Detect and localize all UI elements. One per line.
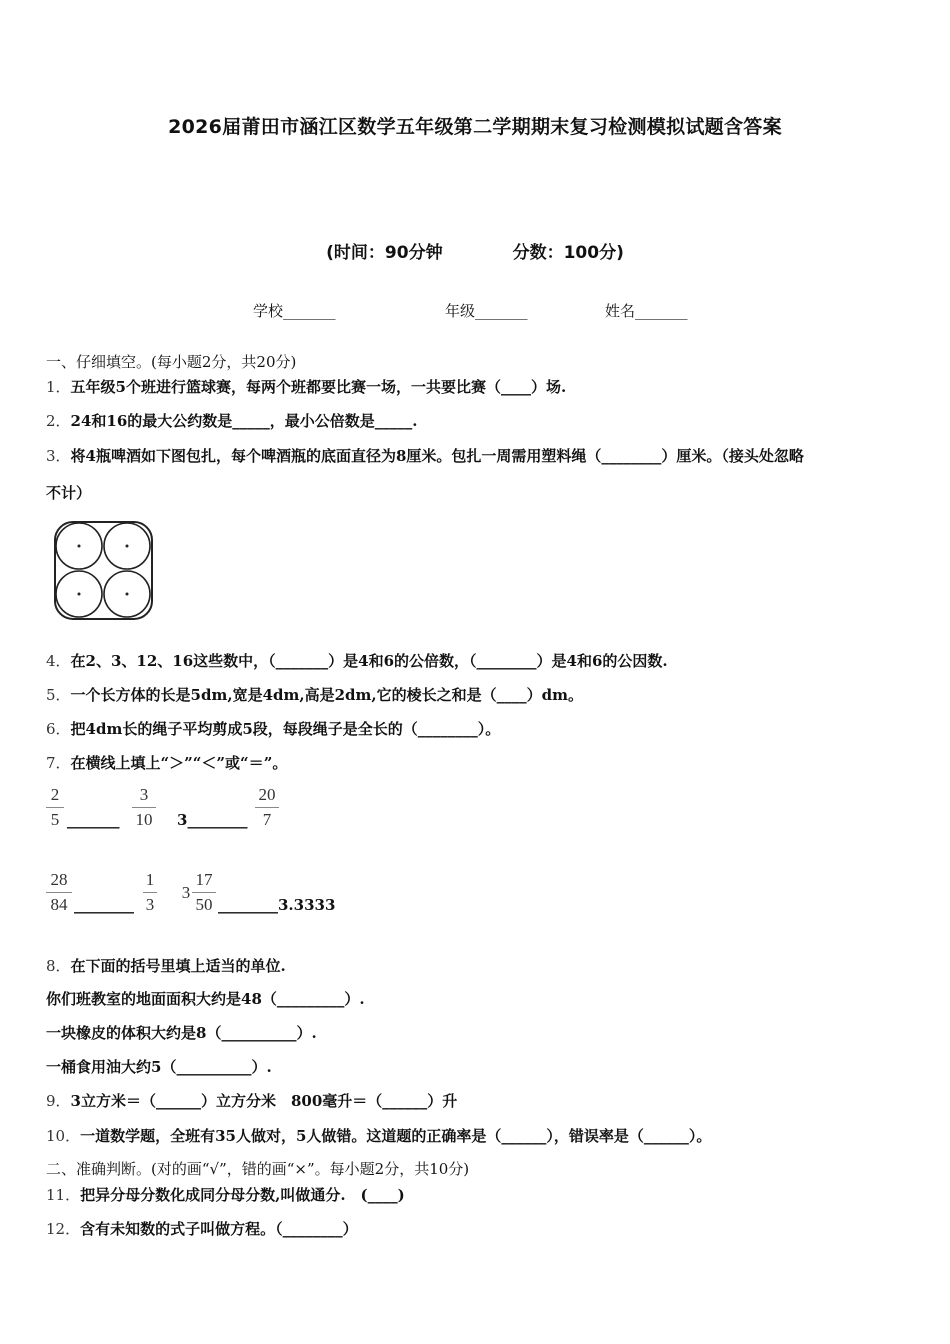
name-field[interactable]: 姓名_______ — [605, 302, 688, 320]
question-11 — [46, 1184, 405, 1205]
exam-score: 分数：100分) — [512, 243, 624, 263]
question-number: 11． — [46, 1186, 81, 1204]
question-9 — [46, 1090, 457, 1111]
question-number: 3． — [46, 447, 71, 465]
exam-info — [0, 238, 950, 263]
question-number: 5． — [46, 686, 71, 704]
numerator: 28 — [50, 870, 68, 889]
question-7 — [46, 752, 287, 773]
section-2-heading: 二、准确判断。(对的画“√”，错的画“×”。每小题2分，共10分) — [46, 1160, 470, 1178]
question-number: 4． — [46, 652, 71, 670]
section-1-heading: 一、仔细填空。(每小题2分，共20分) — [46, 353, 297, 371]
question-number: 1． — [46, 378, 71, 396]
numerator: 20 — [258, 785, 276, 804]
center-dot — [126, 593, 129, 596]
fraction-17-50 — [192, 870, 216, 915]
grade-field[interactable]: 年级_______ — [445, 302, 528, 320]
compare-left-value — [177, 811, 247, 829]
question-text: 在下面的括号里填上适当的单位. — [70, 957, 286, 975]
whole-number-3: 3 — [177, 811, 188, 829]
question-text: 把异分母分数化成同分母分数,叫做通分. (____) — [80, 1186, 405, 1204]
center-dot — [78, 545, 81, 548]
numerator: 1 — [145, 870, 155, 889]
fraction-20-7 — [255, 785, 279, 830]
question-text: 在横线上填上“＞”“＜”或“＝”。 — [70, 754, 288, 772]
whole-number: 3 — [181, 883, 191, 902]
decimal-value: 3.3333 — [278, 896, 336, 914]
rope-outline — [55, 522, 152, 619]
bottle-bundle-diagram — [52, 518, 156, 628]
compare-blank[interactable]: ________ — [187, 811, 248, 829]
numerator: 2 — [50, 785, 60, 804]
center-dot — [126, 545, 129, 548]
question-10 — [46, 1125, 711, 1146]
exam-time: (时间：90分钟 — [326, 243, 443, 263]
question-text: 把4dm长的绳子平均剪成5段，每段绳子是全长的（________）。 — [70, 720, 501, 738]
question-text: 五年级5个班进行篮球赛，每两个班都要比赛一场，一共要比赛（____）场. — [70, 378, 567, 396]
question-4 — [46, 650, 668, 671]
question-6 — [46, 718, 500, 739]
question-number: 2． — [46, 412, 71, 430]
compare-blank[interactable]: ________ — [218, 896, 278, 914]
question-number: 7． — [46, 754, 71, 772]
fraction-2-5 — [46, 785, 64, 830]
mixed-whole-3 — [180, 883, 192, 903]
question-12 — [46, 1218, 358, 1239]
denominator: 5 — [50, 810, 60, 829]
compare-blank[interactable]: ________ — [74, 896, 134, 914]
question-8-line-2: 一块橡皮的体积大约是8（__________）. — [46, 1024, 317, 1042]
denominator: 50 — [195, 895, 213, 914]
question-text: 24和16的最大公约数是_____，最小公倍数是_____. — [70, 412, 418, 430]
question-8-line-3: 一桶食用油大约5（__________）. — [46, 1058, 272, 1076]
denominator: 10 — [135, 810, 153, 829]
numerator: 17 — [195, 870, 213, 889]
question-text: 3立方米＝（______）立方分米 800毫升＝（______）升 — [70, 1092, 458, 1110]
question-text: 一道数学题，全班有35人做对，5人做错。这道题的正确率是（______），错误率是（______）。 — [80, 1127, 712, 1145]
student-info-fields — [253, 300, 688, 321]
question-3-continued: 不计） — [46, 484, 92, 502]
compare-blank[interactable]: _______ — [67, 811, 120, 829]
question-text: 一个长方体的长是5dm,宽是4dm,高是2dm,它的棱长之和是（____）dm。 — [70, 686, 583, 704]
denominator: 3 — [145, 895, 155, 914]
question-3 — [46, 445, 804, 466]
question-number: 9． — [46, 1092, 71, 1110]
denominator: 84 — [50, 895, 68, 914]
compare-right-value — [218, 896, 335, 914]
question-number: 10． — [46, 1127, 81, 1145]
document-title: 2026届莆田市涵江区数学五年级第二学期期末复习检测模拟试题含答案 — [168, 116, 782, 138]
question-1 — [46, 376, 566, 397]
denominator: 7 — [262, 810, 272, 829]
school-field[interactable]: 学校_______ — [253, 302, 336, 320]
question-8-line-1: 你们班教室的地面面积大约是48（_________）. — [46, 990, 365, 1008]
question-5 — [46, 684, 583, 705]
question-text: 在2、3、12、16这些数中，（_______）是4和6的公倍数，（________）是4和6的公因数. — [70, 652, 668, 670]
question-number: 6． — [46, 720, 71, 738]
question-text: 将4瓶啤酒如下图包扎，每个啤酒瓶的底面直径为8厘米。包扎一周需用塑料绳（________）厘米。（接头处忽略 — [70, 447, 804, 465]
question-number: 8． — [46, 957, 71, 975]
question-8 — [46, 955, 286, 976]
numerator: 3 — [139, 785, 149, 804]
question-number: 12． — [46, 1220, 81, 1238]
fraction-3-10 — [132, 785, 156, 830]
fraction-1-3 — [143, 870, 157, 915]
question-text: 含有未知数的式子叫做方程。（________） — [80, 1220, 358, 1238]
fraction-28-84 — [46, 870, 72, 915]
center-dot — [78, 593, 81, 596]
question-2 — [46, 410, 418, 431]
